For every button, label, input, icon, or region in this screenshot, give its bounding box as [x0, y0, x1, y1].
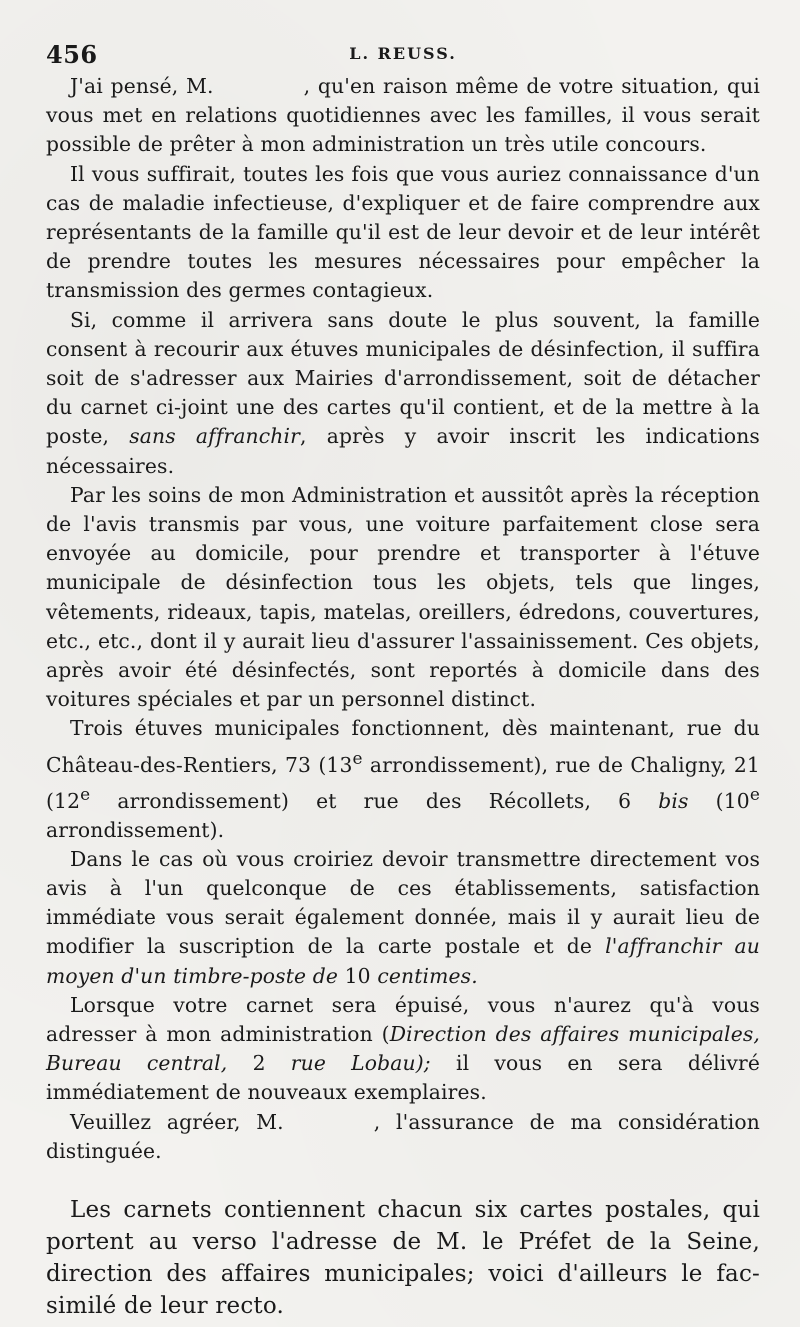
running-head: L. REUSS. — [349, 44, 457, 63]
letter-closing-text-a: Veuillez agréer, M. — [70, 1109, 284, 1134]
superscript-e: e — [749, 783, 760, 804]
letter-p5-text-d: (10 — [688, 788, 750, 813]
letter-p7-italic-a: Direction des affaires municipales, Bureau central, — [46, 1022, 760, 1076]
letter-p5-text-c: arrondissement) et rue des Récollets, 6 — [90, 788, 632, 813]
letter-closing — [46, 1108, 760, 1166]
page-number: 456 — [46, 40, 98, 69]
letter-p5-text-b: arrondissement), rue de Chaligny, 21 (12 — [46, 752, 760, 813]
superscript-e: e — [80, 783, 91, 804]
superscript-e: e — [352, 747, 363, 768]
body-paragraph: Les carnets contiennent chacun six cartes postales, qui portent au verso l'adresse de M. le Préfet de la Seine, direction des affaires municipales; voici d'ailleurs le fac-similé de leur recto. — [46, 1197, 760, 1320]
letter-p6-italic-a: l'affranchir au moyen d'un timbre-poste de — [46, 934, 760, 988]
letter-p3-text-b: , après y avoir inscrit les indications nécessaires. — [46, 424, 760, 478]
letter-paragraph-1 — [46, 72, 760, 160]
letter-p1-text-b: , qu'en raison même de votre situation, qui vous met en relations quotidiennes avec les familles, il vous serait possible de prêter à mon administration un très utile concours. — [46, 74, 760, 157]
letter-p6-text-a: Dans le cas où vous croiriez devoir transmettre directement vos avis à l'un quelconque de ces établissements, satisfaction immédiate vous serait également donnée, mais il y aurait lieu de modifier la suscription de la carte postale et de — [46, 846, 760, 959]
letter-p6-italic-b: centimes. — [377, 963, 478, 988]
letter-paragraph-2: Il vous suffirait, toutes les fois que vous auriez connaissance d'un cas de maladie infectieuse, d'expliquer et de faire comprendre aux représentants de la famille qu'il est de leur devoir et de leur intérêt de prendre toutes les mesures nécessaires pour empêcher la transmission des germes contagieux. — [46, 161, 760, 303]
letter-paragraph-3 — [46, 306, 760, 481]
letter-p1-text-a: J'ai pensé, M. — [70, 74, 214, 98]
letter-p7-text-a: Lorsque votre carnet sera épuisé, vous n'aurez qu'à vous adresser à mon administration ( — [46, 992, 760, 1047]
letter-p5-text-e: arrondissement). — [46, 817, 225, 842]
section-gap — [46, 1166, 760, 1194]
letter-paragraph-4: Par les soins de mon Administration et aussitôt après la réception de l'avis transmis par vous, une voiture parfaitement close sera envoyée au domicile, pour prendre et transporter à l'étuve municipale de désinfection tous les objets, tels que linges, vêtements, rideaux, tapis, matelas, oreillers, édredons, couvertures, etc., etc., dont il y aurait lieu d'assurer l'assainissement. Ces objets, après avoir été désinfectés, sont reportés à domicile dans des voitures spéciales et par un personnel distinct. — [46, 482, 760, 712]
page-header — [46, 32, 760, 72]
letter-paragraph-5 — [46, 714, 760, 844]
quoted-letter — [46, 72, 760, 1166]
letter-p7-text-b: 2 — [227, 1051, 291, 1076]
letter-p3-italic: sans affranchir — [129, 424, 300, 449]
main-text — [46, 1194, 760, 1322]
letter-closing-text-b: , l'assurance de ma considération distinguée. — [46, 1109, 760, 1163]
letter-p5-text-a: Trois étuves municipales fonctionnent, dès maintenant, rue du Château-des-Rentiers, 73 (13 — [46, 716, 760, 777]
letter-p6-text-b: 10 — [338, 963, 378, 988]
letter-paragraph-7 — [46, 991, 760, 1108]
letter-p7-italic-b: rue Lobau); — [290, 1051, 431, 1076]
letter-p7-text-c: il vous en sera délivré immédiatement de nouveaux exemplaires. — [46, 1051, 760, 1105]
letter-p5-italic: bis — [658, 788, 689, 813]
letter-p3-text-a: Si, comme il arrivera sans doute le plus souvent, la famille consent à recourir aux étuves municipales de désinfection, il suffira soit de s'adresser aux Mairies d'arrondissement, soit de détacher du carnet ci-joint une des cartes qu'il contient, et de la mettre à la poste, — [46, 307, 760, 449]
letter-paragraph-6 — [46, 845, 760, 991]
